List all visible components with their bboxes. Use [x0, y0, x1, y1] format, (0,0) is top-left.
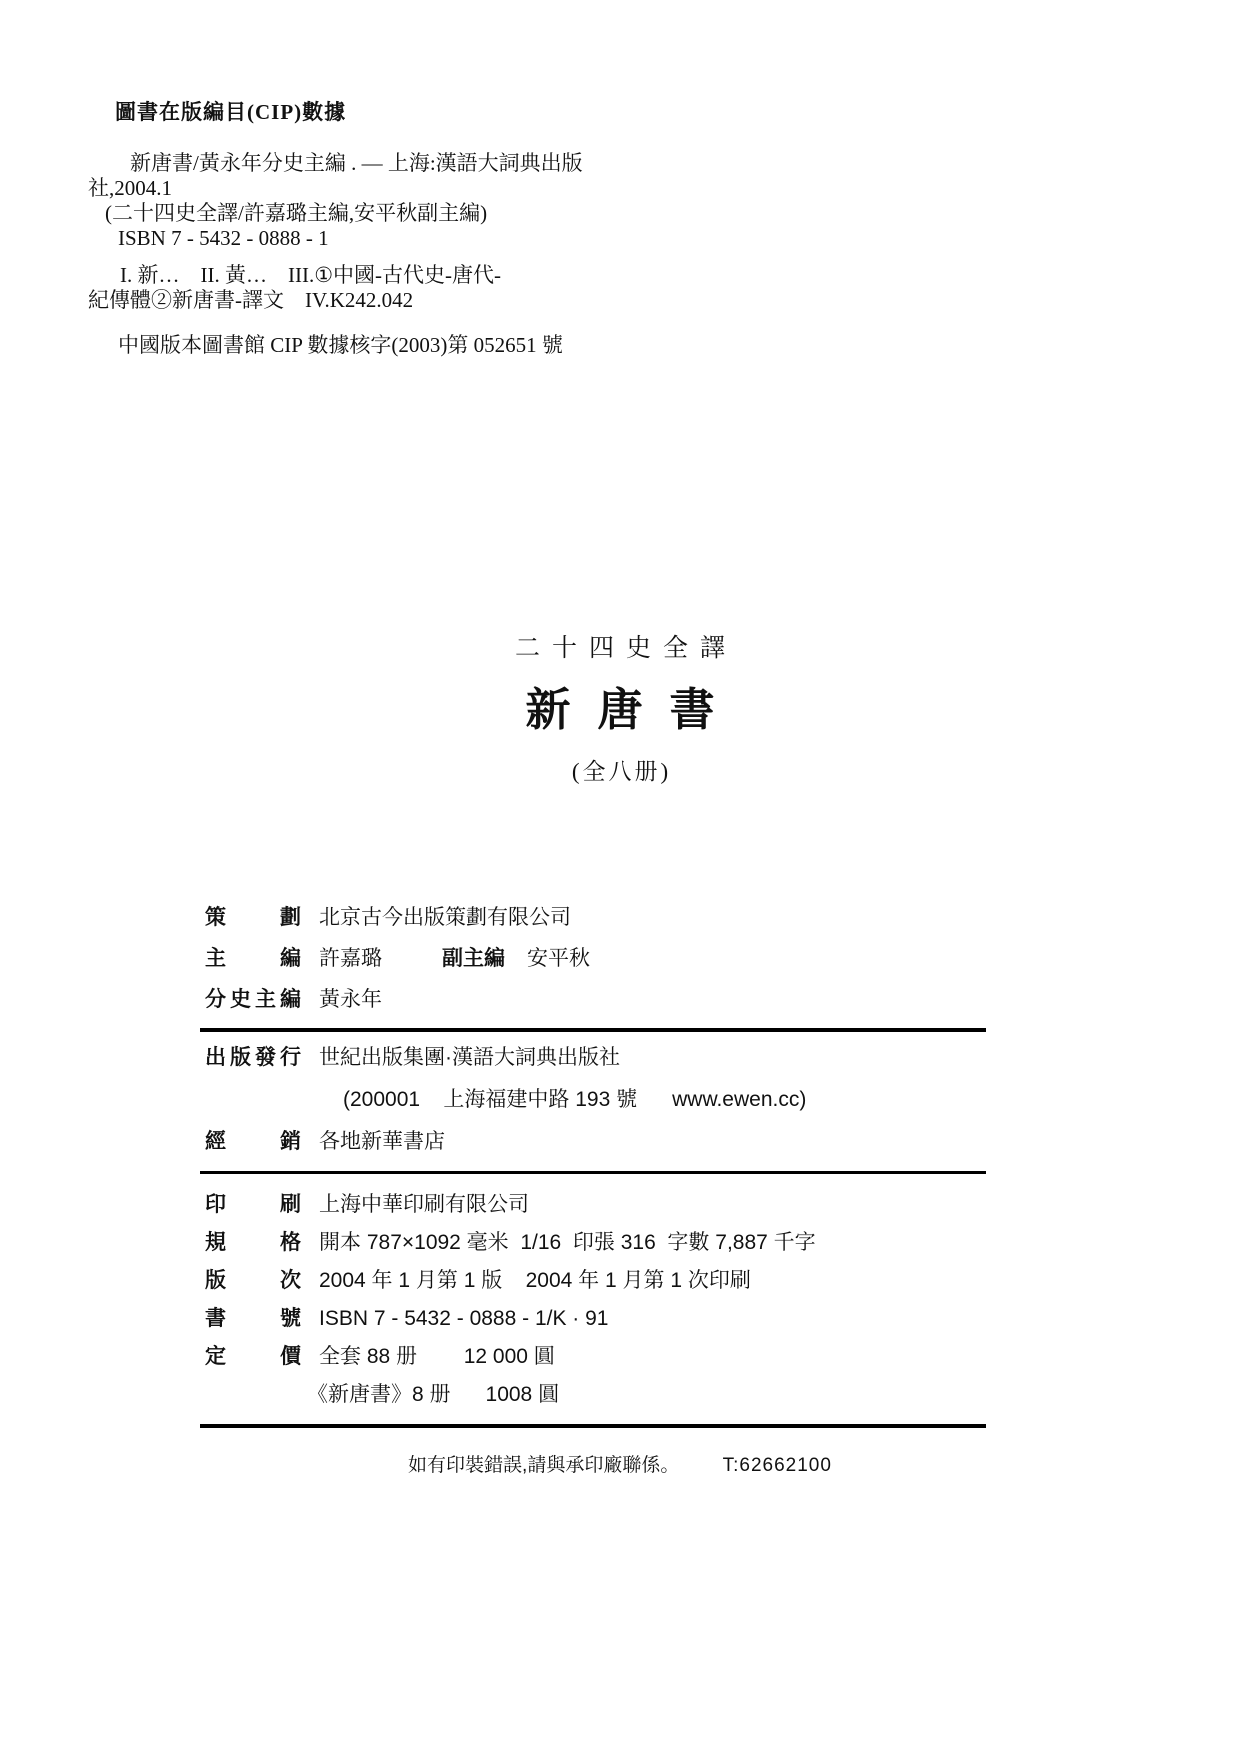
- price-value-2: 《新唐書》8 册 1008 圓: [307, 1383, 560, 1406]
- misprint-note: 如有印裝錯誤,請與承印廠聯係。: [408, 1455, 680, 1476]
- printer-row: [205, 1192, 995, 1218]
- divider-bottom: [200, 1424, 986, 1428]
- planning-value: 北京古今出版策劃有限公司: [319, 906, 571, 929]
- contact-phone: T:62662100: [722, 1455, 832, 1476]
- history-editor-name: 黃永年: [319, 988, 382, 1011]
- cip-block: [88, 100, 688, 358]
- cip-classification-line-2: 紀傳體②新唐書-譯文 IV.K242.042: [88, 288, 414, 312]
- price-row: [205, 1344, 995, 1370]
- planning-label: 策劃: [205, 906, 301, 929]
- distributor-row: [205, 1129, 995, 1155]
- publisher-address: (200001 上海福建中路 193 號 www.ewen.cc): [343, 1088, 807, 1111]
- series-title: 二十四史全譯: [514, 635, 737, 662]
- cip-header: 圖書在版編目(CIP)數據: [115, 100, 347, 124]
- format-row: [205, 1230, 995, 1256]
- chief-editor-row: [205, 946, 995, 972]
- deputy-editor-name: 安平秋: [527, 947, 590, 970]
- edition-value: 2004 年 1 月第 1 版 2004 年 1 月第 1 次印刷: [319, 1269, 751, 1292]
- editorial-block: [205, 905, 995, 1028]
- publisher-address-row: [205, 1087, 995, 1113]
- format-label: 規格: [205, 1231, 301, 1254]
- book-number-value: ISBN 7 - 5432 - 0888 - 1/K · 91: [319, 1307, 609, 1330]
- cip-title-line-2: 社,2004.1: [88, 176, 172, 200]
- cip-isbn: ISBN 7 - 5432 - 0888 - 1: [118, 226, 329, 250]
- price-row-2: [205, 1382, 995, 1408]
- divider-top: [200, 1028, 986, 1032]
- chief-editor-name: 許嘉璐: [319, 947, 382, 970]
- volume-count: (全八册): [571, 759, 672, 784]
- printer-value: 上海中華印刷有限公司: [319, 1193, 529, 1216]
- cip-series-note: (二十四史全譯/許嘉璐主編,安平秋副主編): [105, 201, 488, 225]
- edition-row: [205, 1268, 995, 1294]
- distributor-label: 經銷: [205, 1130, 301, 1153]
- publisher-value: 世紀出版集團·漢語大詞典出版社: [319, 1046, 620, 1069]
- history-editor-row: [205, 987, 995, 1013]
- publisher-row: [205, 1045, 995, 1071]
- chief-editor-label: 主編: [205, 947, 301, 970]
- deputy-editor-label: 副主編: [442, 947, 505, 970]
- printing-block: [205, 1192, 995, 1420]
- edition-label: 版次: [205, 1269, 301, 1292]
- cip-record-number: 中國版本圖書館 CIP 數據核字(2003)第 052651 號: [118, 333, 563, 357]
- book-number-label: 書號: [205, 1307, 301, 1330]
- publisher-label: 出版發行: [205, 1046, 301, 1069]
- publishing-block: [205, 1045, 995, 1171]
- format-value: 開本 787×1092 毫米 1/16 印張 316 字數 7,887 千字: [319, 1231, 816, 1254]
- printer-label: 印刷: [205, 1193, 301, 1216]
- book-number-row: [205, 1306, 995, 1332]
- planning-row: [205, 905, 995, 931]
- price-value: 全套 88 册 12 000 圓: [319, 1345, 555, 1368]
- distributor-value: 各地新華書店: [319, 1130, 445, 1153]
- history-editor-label: 分史主編: [205, 988, 301, 1011]
- divider-middle: [200, 1171, 986, 1174]
- footer-note-row: [0, 1450, 1240, 1477]
- price-label: 定價: [205, 1345, 301, 1368]
- title-block: [0, 628, 1240, 786]
- cip-title-line-1: 新唐書/黃永年分史主編 . — 上海:漢語大詞典出版: [130, 151, 583, 175]
- book-title: 新唐書: [525, 685, 742, 735]
- cip-classification-line-1: I. 新… II. 黃… III.①中國-古代史-唐代-: [120, 263, 502, 287]
